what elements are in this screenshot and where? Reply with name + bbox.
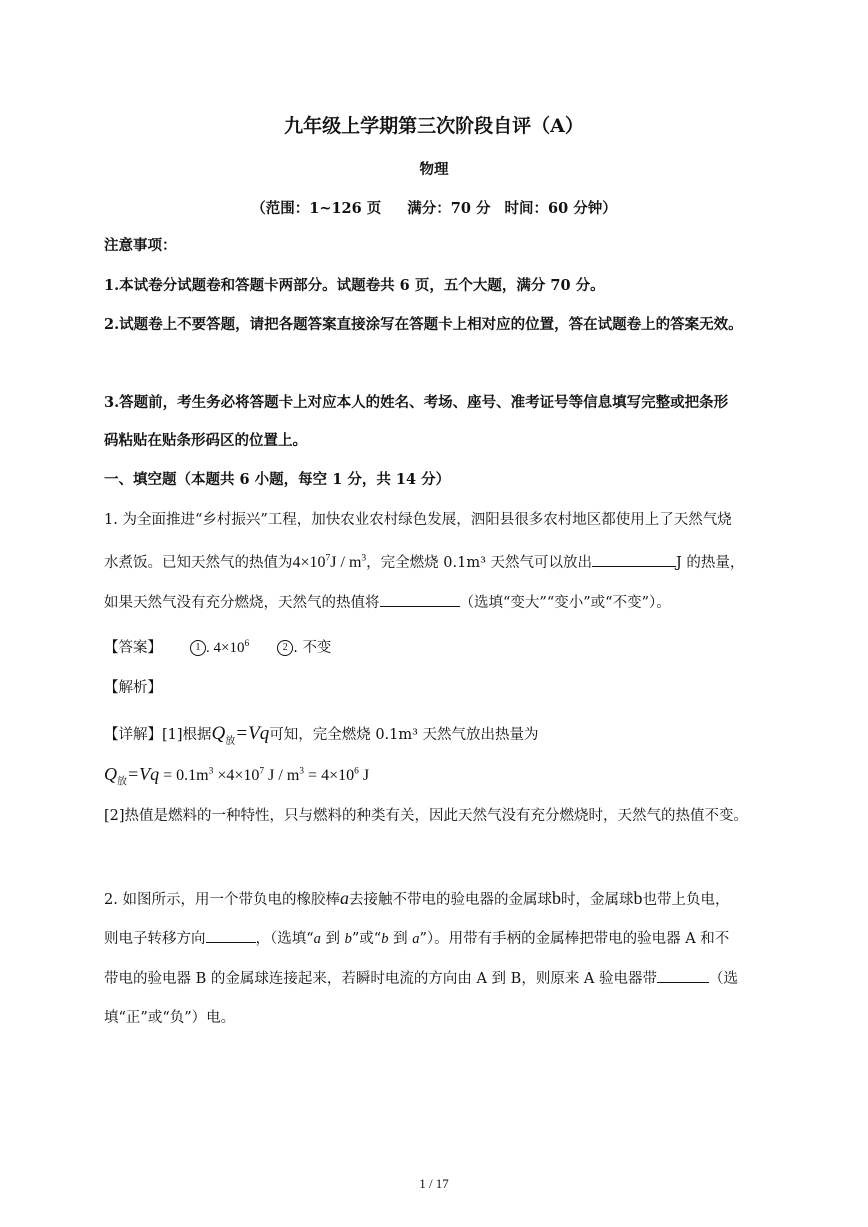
question-2-line bbox=[104, 968, 778, 989]
calculation-line bbox=[104, 764, 778, 786]
question-2-line: 则电子转移方向 ，（选填“a 到 b”或“b 到 a”）。用带有手柄的金属棒把带电的验电器 A 和不 bbox=[104, 928, 778, 949]
variable-b: b bbox=[633, 888, 643, 908]
heat-formula: $Q_放=Vq$ bbox=[211, 723, 270, 747]
question-text: 也带上负电， bbox=[642, 892, 730, 908]
analysis-label: 【解析】 bbox=[104, 680, 162, 696]
page-title: 九年级上学期第三次阶段自评（A） bbox=[284, 115, 584, 137]
question-text: （选填“变大”“变小”或“不变”）。 bbox=[459, 595, 671, 611]
time-text: 时间：60 分钟） bbox=[504, 200, 617, 217]
question-1-line: 1. 为全面推进“乡村振兴”工程，加快农业农村绿色发展，泗阳县很多农村地区都使用上了天然气烧 bbox=[104, 512, 732, 528]
notice-item: 1.本试卷分试题卷和答题卡两部分。试题卷共 6 页，五个大题，满分 70 分。 bbox=[104, 277, 605, 294]
question-text: 带电的验电器 B 的金属球连接起来，若瞬时电流的方向由 A 到 B，则原来 A 验电器带 bbox=[104, 971, 658, 987]
question-text: ，（选填“ bbox=[255, 931, 314, 947]
heat-value-formula: $4\times 10^7J / m^3$ bbox=[292, 553, 367, 571]
notice-item: 3.答题前，考生务必将答题卡上对应本人的姓名、考场、座号、准考证号等信息填写完整或把条形 bbox=[104, 394, 729, 411]
notice-item: 2.试题卷上不要答题，请把各题答案直接涂写在答题卡上相对应的位置，答在试题卷上的答案无效。 bbox=[104, 316, 743, 333]
answer-blank bbox=[380, 592, 460, 607]
detail-text: 可知，完全燃烧 0.1m³ 天然气放出热量为 bbox=[269, 727, 539, 743]
answer-blank bbox=[657, 968, 709, 983]
question-text: 如果天然气没有充分燃烧，天然气的热值将 bbox=[104, 595, 380, 611]
answer-blank bbox=[206, 928, 256, 943]
calc-expression: = $0.1m^3 \times 4\times 10^7$ $J / m^3 = 4\times 10^6$ J bbox=[159, 766, 370, 784]
section-heading: 一、填空题（本题共 6 小题，每空 1 分，共 14 分） bbox=[104, 471, 451, 488]
answer-2-value: 不变 bbox=[302, 640, 332, 656]
variable-a: a bbox=[339, 888, 349, 908]
question-1-line bbox=[104, 592, 778, 613]
exam-info bbox=[0, 199, 868, 219]
question-text: ，完全燃烧 0.1m³ 天然气可以放出 bbox=[366, 555, 592, 571]
calc-formula: $Q_放=Vq$ bbox=[104, 764, 160, 788]
score-text: 满分：70 分 bbox=[407, 200, 491, 217]
question-text: 2. 如图所示，用一个带负电的橡胶棒 bbox=[104, 892, 340, 908]
question-1-line bbox=[104, 552, 778, 573]
question-text: 时，金属球 bbox=[560, 892, 634, 908]
answer-line: 【答案】 1 . $4\times 10^6$ 2 . 不变 bbox=[104, 639, 332, 656]
question-2-line bbox=[104, 888, 778, 910]
question-text: 水煮饭。已知天然气的热值为 bbox=[104, 555, 293, 571]
detail-label: 【详解】[1]根据 bbox=[104, 727, 212, 743]
scope-text: （范围：1~126 页 bbox=[251, 200, 382, 217]
variable-b: b bbox=[551, 888, 561, 908]
notice-heading: 注意事项： bbox=[104, 237, 177, 254]
page-number: 1 / 17 bbox=[419, 1176, 449, 1191]
question-text: J 的热量， bbox=[676, 555, 745, 571]
question-text: ”或“ bbox=[351, 931, 382, 947]
question-text: 则电子转移方向 bbox=[104, 931, 206, 947]
question-text: （选 bbox=[709, 971, 739, 987]
question-2-line: 填“正”或“负”）电。 bbox=[104, 1010, 236, 1026]
notice-item: 码粘贴在贴条形码区的位置上。 bbox=[104, 432, 307, 449]
question-text: 去接触不带电的验电器的金属球 bbox=[348, 892, 552, 908]
answer-blank bbox=[592, 552, 676, 567]
circled-number: 2 bbox=[277, 640, 293, 656]
question-text: ”）。用带有手柄的金属棒把带电的验电器 A 和不 bbox=[419, 931, 730, 947]
circled-number: 1 bbox=[190, 640, 206, 656]
answer-1-value: . $4\times 10^6$ bbox=[206, 639, 250, 656]
answer-label: 【答案】 bbox=[104, 640, 162, 656]
detail-line bbox=[104, 724, 778, 745]
subject-label: 物理 bbox=[419, 161, 449, 178]
explanation-line: [2]热值是燃料的一种特性，只与燃料的种类有关，因此天然气没有充分燃烧时，天然气的热值不变。 bbox=[104, 808, 749, 824]
